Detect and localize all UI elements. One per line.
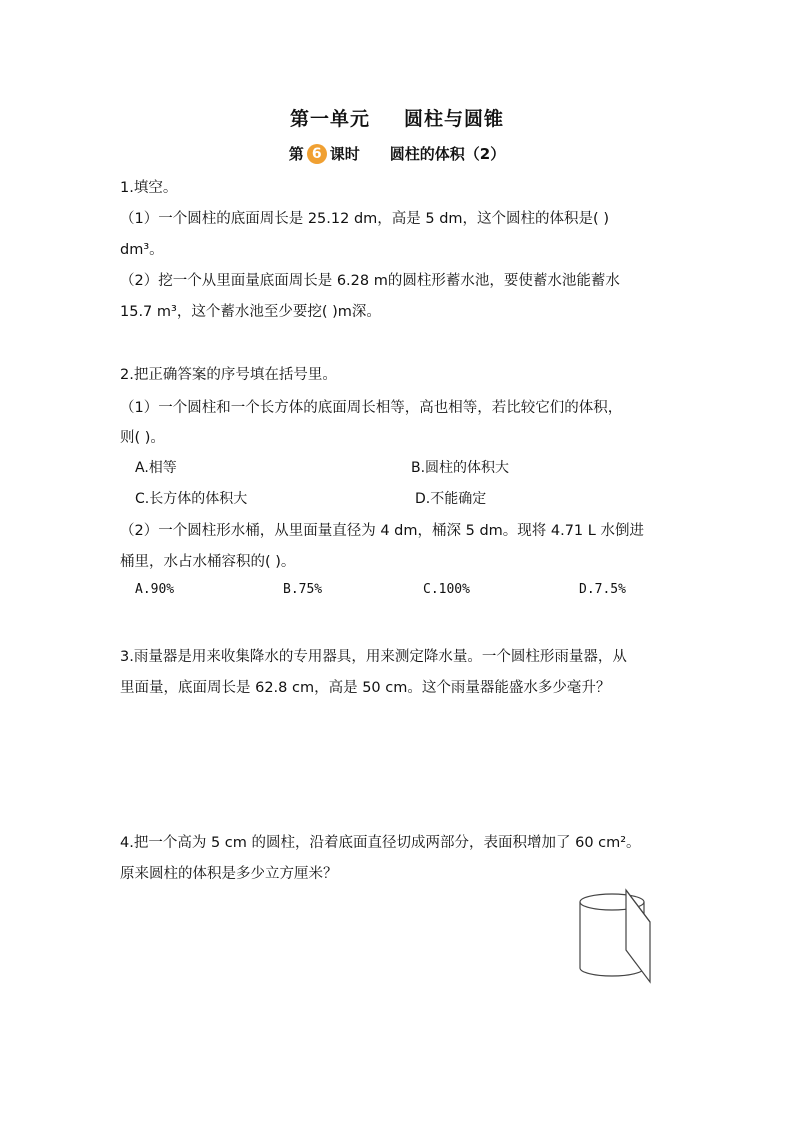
q2-part1-option-b: B.圆柱的体积大 [411, 460, 510, 476]
page-title [0, 104, 794, 131]
q2-part2-line2: 桶里，水占水桶容积的( )。 [120, 554, 296, 570]
q2-part1-line2: 则( )。 [120, 430, 165, 446]
q1-part1-line2: dm³。 [120, 242, 164, 258]
q3-line2: 里面量，底面周长是 62.8 cm，高是 50 cm。这个雨量器能盛水多少毫升？ [120, 680, 611, 696]
q1-part2-line2: 15.7 m³，这个蓄水池至少要挖( )m深。 [120, 304, 381, 320]
lesson-suffix: 课时 [329, 145, 360, 163]
unit-title: 圆柱与圆锥 [404, 108, 505, 130]
q1-part1-line1: （1）一个圆柱的底面周长是 25.12 dm，高是 5 dm，这个圆柱的体积是( ) [120, 211, 609, 227]
q2-part2-option-b: B.75% [283, 582, 323, 597]
q2-part1-line1: （1）一个圆柱和一个长方体的底面周长相等，高也相等，若比较它们的体积， [120, 400, 623, 416]
q2-part2-option-c: C.100% [423, 582, 470, 597]
q2-part1-option-c: C.长方体的体积大 [135, 491, 248, 507]
q3-line1: 3.雨量器是用来收集降水的专用器具，用来测定降水量。一个圆柱形雨量器，从 [120, 649, 627, 665]
q2-part2-option-a: A.90% [135, 582, 175, 597]
lesson-subtitle [0, 143, 794, 165]
q2-part2-option-d: D.7.5% [579, 582, 626, 597]
q4-line1: 4.把一个高为 5 cm 的圆柱，沿着底面直径切成两部分，表面积增加了 60 cm²。 [120, 835, 641, 851]
cut-cylinder-figure [572, 880, 672, 986]
q2-part1-option-d: D.不能确定 [415, 491, 487, 507]
q2-part2-line1: （2）一个圆柱形水桶，从里面量直径为 4 dm，桶深 5 dm。现将 4.71 L 水倒进 [120, 523, 644, 539]
q4-line2: 原来圆柱的体积是多少立方厘米？ [120, 866, 338, 882]
q2-title: 2.把正确答案的序号填在括号里。 [120, 367, 337, 383]
lesson-prefix: 第 [288, 145, 304, 163]
q2-part1-option-a: A.相等 [135, 460, 177, 476]
q1-title: 1.填空。 [120, 180, 178, 196]
q1-part2-line1: （2）挖一个从里面量底面周长是 6.28 m的圆柱形蓄水池，要使蓄水池能蓄水 [120, 273, 620, 289]
lesson-number-badge: 6 [307, 144, 327, 164]
lesson-title: 圆柱的体积（2） [389, 145, 506, 163]
unit-label: 第一单元 [289, 108, 370, 130]
